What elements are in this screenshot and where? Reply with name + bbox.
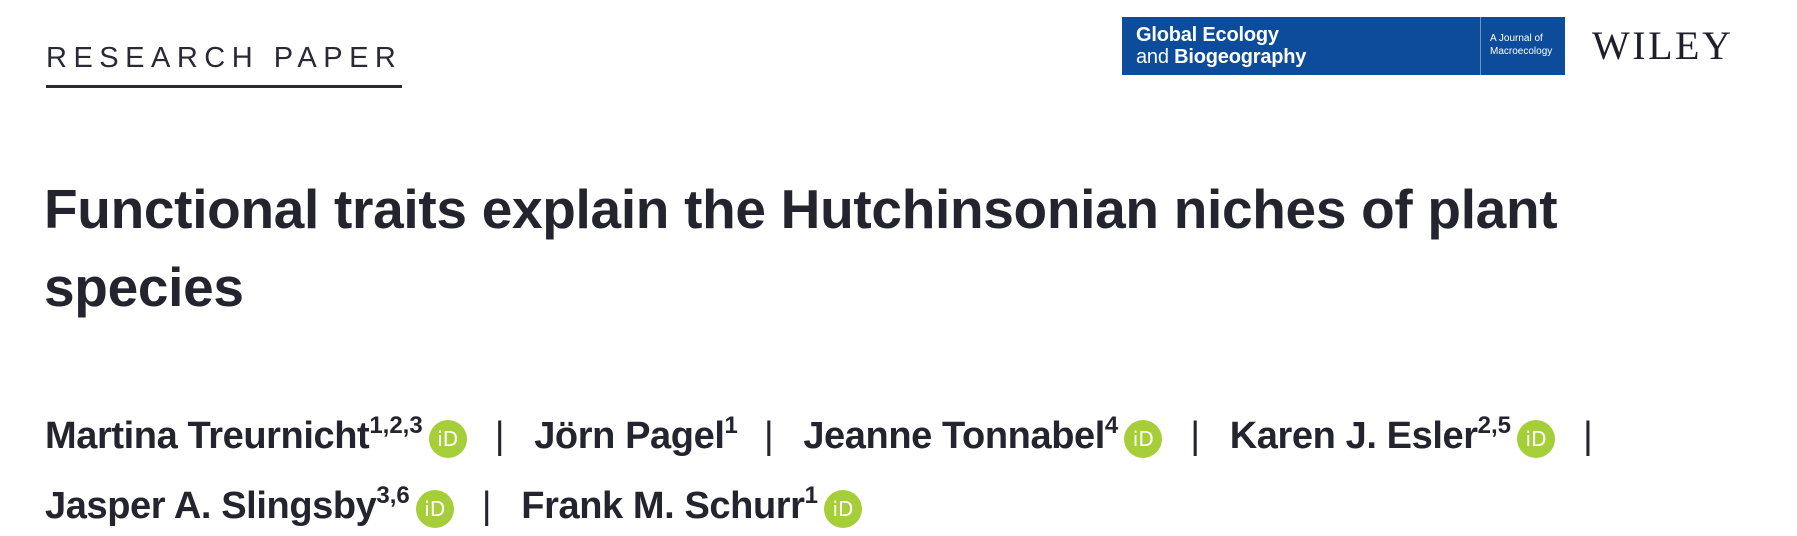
publisher-logo[interactable]: WILEY <box>1592 23 1734 68</box>
journal-tagline-line1: A Journal of <box>1490 33 1543 44</box>
journal-name <box>1136 24 1306 68</box>
journal-tagline <box>1490 32 1552 58</box>
author-name[interactable]: Jörn Pagel <box>534 415 725 457</box>
paper-title: Functional traits explain the Hutchinsonian niches of plant species <box>44 178 1558 318</box>
author-separator: | <box>1583 415 1593 457</box>
author-affiliations: 4 <box>1104 412 1119 439</box>
orcid-icon[interactable]: iD <box>429 420 467 458</box>
author-name[interactable]: Karen J. Esler <box>1229 415 1478 457</box>
author-separator: | <box>1190 415 1200 457</box>
orcid-icon[interactable]: iD <box>1124 420 1162 458</box>
author-affiliations: 1 <box>804 482 818 509</box>
author-name[interactable]: Frank M. Schurr <box>521 485 805 527</box>
orcid-icon[interactable]: iD <box>1517 420 1555 458</box>
orcid-icon[interactable]: iD <box>416 490 454 528</box>
author-separator: | <box>763 415 774 457</box>
author-affiliations: 3,6 <box>376 482 410 509</box>
journal-tagline-line2: Macroecology <box>1490 46 1553 57</box>
journal-banner[interactable] <box>1122 17 1565 75</box>
journal-name-line2 <box>1136 46 1306 68</box>
author-name[interactable]: Jeanne Tonnabel <box>803 415 1105 457</box>
author-name[interactable]: Jasper A. Slingsby <box>45 485 377 527</box>
orcid-icon[interactable]: iD <box>824 490 862 528</box>
journal-name-bold: Biogeography <box>1174 46 1307 68</box>
journal-divider <box>1480 17 1481 75</box>
author-list <box>45 396 1765 536</box>
author-affiliations: 1,2,3 <box>369 412 423 439</box>
author-name[interactable]: Martina Treurnicht <box>45 415 370 457</box>
author-line-2 <box>45 466 1765 536</box>
author-line-1 <box>45 396 1765 466</box>
journal-name-prefix: and <box>1136 46 1175 68</box>
journal-name-line1: Global Ecology <box>1136 24 1279 46</box>
author-separator: | <box>494 415 505 457</box>
author-affiliations: 2,5 <box>1477 412 1512 439</box>
author-affiliations: 1 <box>724 412 738 439</box>
author-separator: | <box>481 485 492 527</box>
section-label: RESEARCH PAPER <box>46 42 402 88</box>
